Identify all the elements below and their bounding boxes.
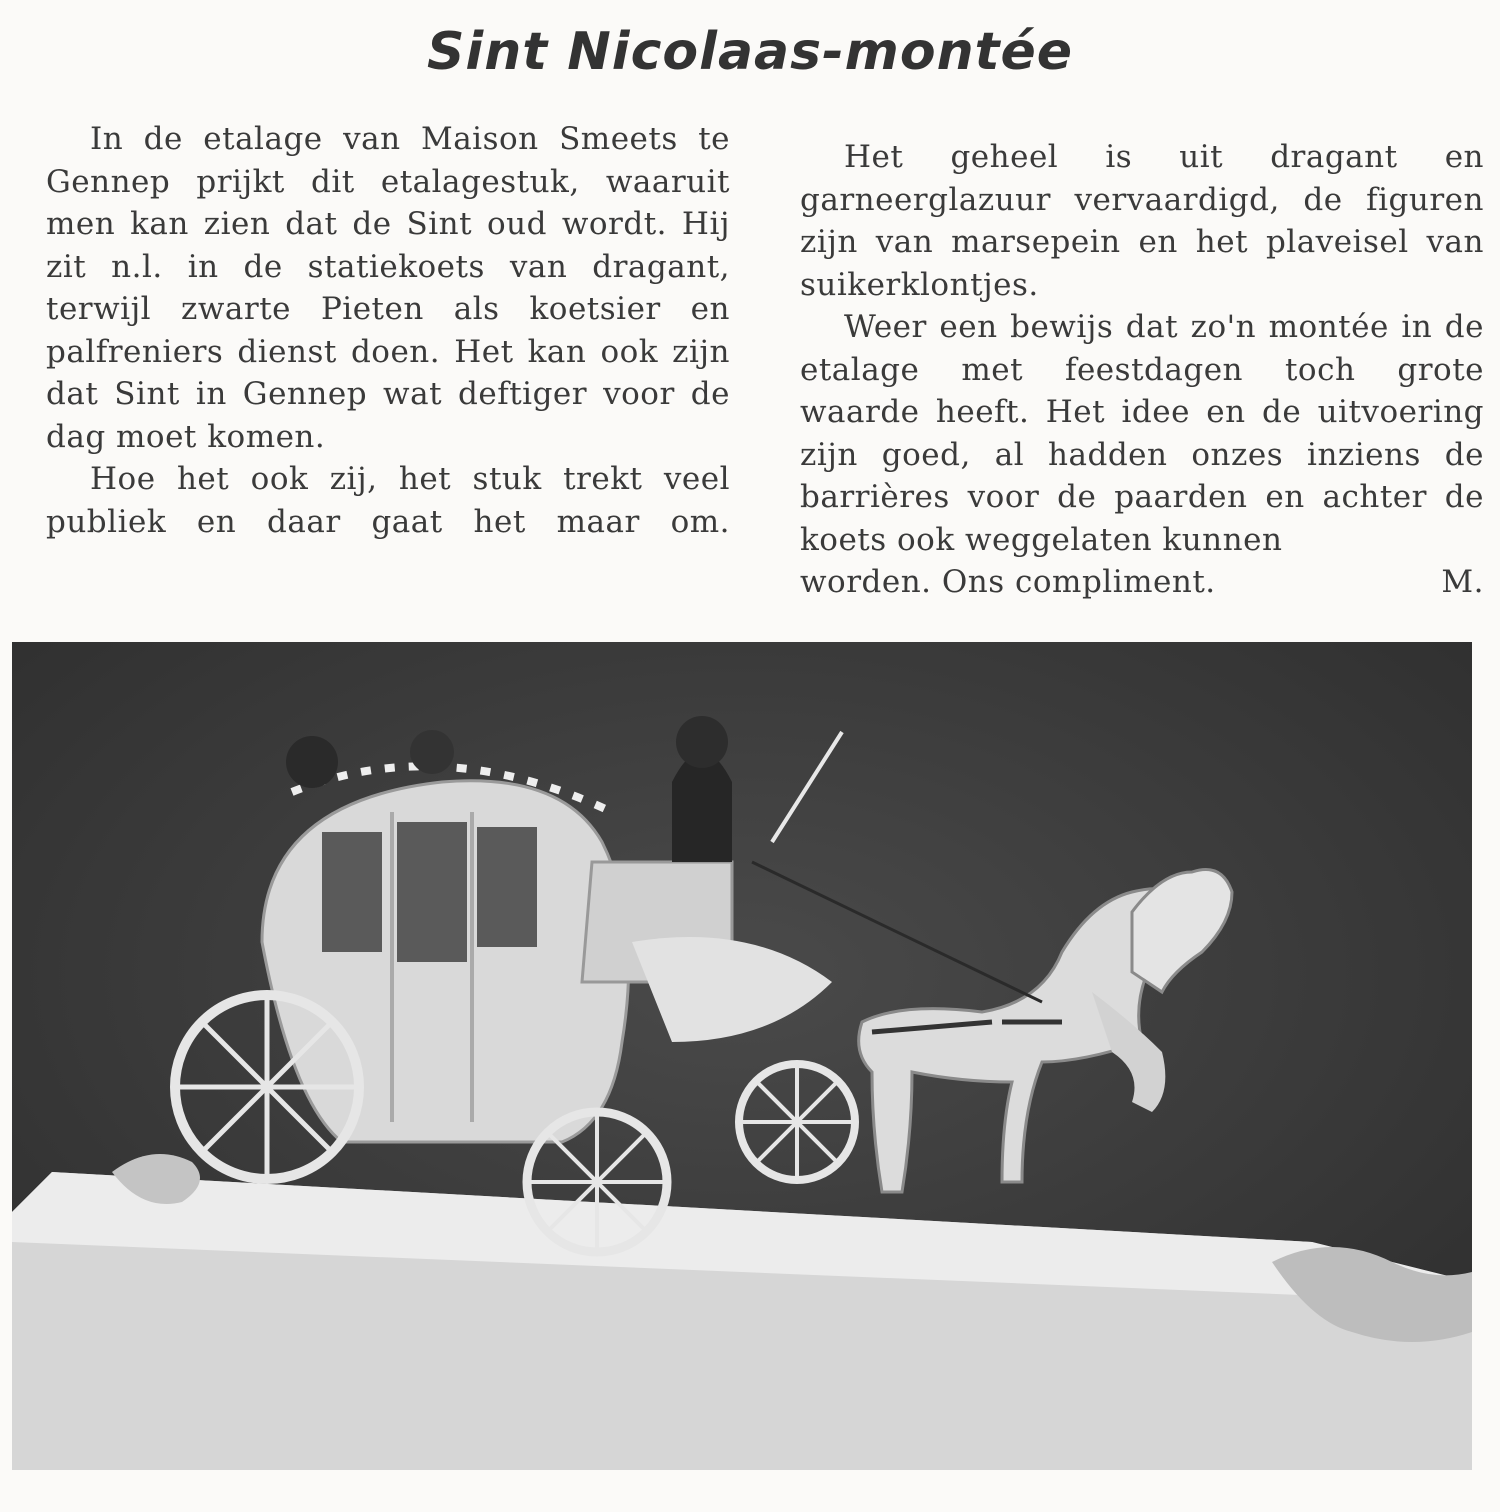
rear-wheel: [175, 995, 359, 1179]
right-paragraph-2: Weer een bewijs dat zo'n montée in de etalage met feestdagen toch grote waarde heeft. Het idee en de uitvoering zijn goed, al hadden onzes inziens de barrières voor de paarden en achter de koets ook weggelaten kunnen: [800, 309, 1484, 558]
coach-photo: [12, 642, 1472, 1470]
article-title: Sint Nicolaas-montée: [426, 22, 1073, 82]
front-wheel: [739, 1064, 855, 1180]
right-column: [800, 136, 1484, 604]
coach-window-3: [477, 827, 537, 947]
left-column: [46, 118, 730, 543]
figure-back-1: [286, 736, 338, 788]
figure-back-2: [410, 730, 454, 774]
middle-wheel: [527, 1112, 667, 1252]
right-paragraph-2-end: worden. Ons compliment.: [800, 564, 1216, 600]
driver-figure: [672, 752, 732, 862]
coach-window-1: [322, 832, 382, 952]
left-paragraph-2: Hoe het ook zij, het stuk trekt veel publiek en daar gaat het maar om.: [46, 461, 730, 540]
coach-illustration: [12, 642, 1472, 1470]
closing-line: [800, 561, 1484, 604]
coach-window-2: [397, 822, 467, 962]
driver-head: [676, 716, 728, 768]
left-paragraph-1: In de etalage van Maison Smeets te Gennep prijkt dit etalagestuk, waaruit men kan zien dat de Sint oud wordt. Hij zit n.l. in de statiekoets van dragant, terwijl zwarte Pieten als koetsier en palfreniers dienst doen. Het kan ook zijn dat Sint in Gennep wat deftiger voor de dag moet komen.: [46, 121, 730, 455]
right-paragraph-1: Het geheel is uit dragant en garneerglazuur vervaardigd, de figuren zijn van marsepein en het plaveisel van suikerklontjes.: [800, 139, 1484, 303]
author-signature: M.: [1441, 564, 1484, 600]
